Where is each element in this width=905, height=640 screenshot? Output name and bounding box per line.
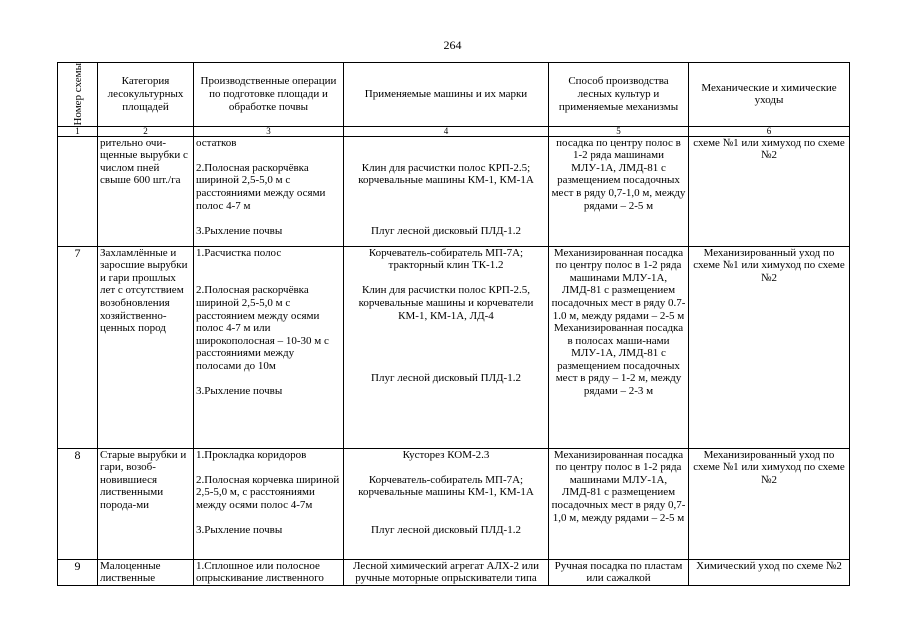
- machine-item: Корчеватель-собиратель МП-7А; тракторный клин ТК-1.2: [368, 246, 524, 272]
- operations-cell: [194, 559, 344, 585]
- machine-item: Корчеватель-собиратель МП-7А; корчевальные машины КМ-1, КМ-1А: [358, 473, 534, 499]
- table-row: [58, 559, 850, 585]
- machines-cell: [344, 246, 549, 448]
- header-care: Механические и химические уходы: [689, 63, 850, 127]
- area-category: Захламлённые и заросшие вырубки и гари прошлых лет с отсутствием возобновления хозяйственно-ценных пород: [98, 246, 194, 448]
- header-operations: Производственные операции по подготовке площади и обработке почвы: [194, 63, 344, 127]
- operation-item: 2.Полосная корчевка шириной 2,5-5,0 м, с расстояниями между осями полос 4-7м: [196, 473, 340, 511]
- operation-item: 1.Расчистка полос: [196, 246, 282, 259]
- area-category: Старые вырубки и гари, возоб-новившиеся лиственными порода-ми: [98, 448, 194, 559]
- header-scheme-number: [58, 63, 98, 127]
- header-category: Категория лесокультурных площадей: [98, 63, 194, 127]
- machine-item: Клин для расчистки полос КРП-2.5; корчевальные машины КМ-1, КМ-1А: [358, 161, 534, 187]
- planting-method: посадка по центру полос в 1-2 ряда машинами МЛУ-1А, ЛМД-81 с размещением посадочных мест в ряду 0,7-1,0 м, между рядами – 2-5 м: [549, 136, 689, 246]
- care-method: Механизированный уход по схеме №1 или химуход по схеме №2: [689, 246, 850, 448]
- operations-cell: [194, 246, 344, 448]
- area-category: Малоценные лиственные: [98, 559, 194, 585]
- operation-item: 2.Полосная раскорчёвка шириной 2,5-5,0 м с расстояниями между осями полос 4-7 м: [196, 161, 326, 212]
- forest-culture-table: [57, 62, 850, 586]
- planting-method-cell: [549, 246, 689, 448]
- machine-item: Плуг лесной дисковый ПЛД-1.2: [371, 372, 521, 385]
- planting-method: Механизированная посадка по центру полос в 1-2 ряда машинами МЛУ-1А, ЛМД-81 с размещением посадочных мест в ряду 0,7-1,0 м, между рядами – 2-5 м: [549, 448, 689, 559]
- area-category: рительно очи-щенные вырубки с числом пней свыше 600 шт./га: [98, 136, 194, 246]
- column-number: 2: [98, 126, 194, 136]
- scheme-number: 9: [58, 559, 98, 585]
- machine-item: Плуг лесной дисковый ПЛД-1.2: [371, 224, 521, 237]
- table-row: [58, 246, 850, 448]
- machine-item: Кусторез КОМ-2.3: [402, 448, 490, 461]
- operations-cell: [194, 448, 344, 559]
- header-row: [58, 63, 850, 127]
- operations-cell: [194, 136, 344, 246]
- machines-cell: [344, 559, 549, 585]
- care-method: Механизированный уход по схеме №1 или химуход по схеме №2: [689, 448, 850, 559]
- page-number: 264: [443, 38, 462, 52]
- operation-item: 3.Рыхление почвы: [196, 224, 283, 237]
- column-number-row: [58, 126, 850, 136]
- planting-method: Механизированная посадка в полосах маши-нами МЛУ-1А, ЛМД-81 с размещением посадочных мест в ряду – 1-2 м, между рядами – 2-3 м: [553, 322, 684, 398]
- machine-item: Лесной химический агрегат АЛХ-2 или ручные моторные опрыскиватели типа: [352, 559, 540, 585]
- care-method: Химический уход по схеме №2: [689, 559, 850, 585]
- column-number: 4: [344, 126, 549, 136]
- scheme-number: [58, 136, 98, 246]
- operation-item: 3.Рыхление почвы: [196, 524, 283, 537]
- operation-item: 3.Рыхление почвы: [196, 385, 283, 398]
- header-scheme-number-text: Номер схемы: [71, 63, 84, 126]
- table-row: [58, 448, 850, 559]
- table-row: [58, 136, 850, 246]
- operation-item: остатков: [196, 136, 237, 149]
- column-number: 1: [58, 126, 98, 136]
- machine-item: Плуг лесной дисковый ПЛД-1.2: [371, 524, 521, 537]
- machine-item: Клин для расчистки полос КРП-2.5, корчевальные машины и корчеватели КМ-1, КМ-1А, ЛД-4: [358, 284, 534, 322]
- column-number: 3: [194, 126, 344, 136]
- machines-cell: [344, 136, 549, 246]
- header-machines: Применяемые машины и их марки: [344, 63, 549, 127]
- planting-method: Механизированная посадка по центру полос в 1-2 ряда машинами МЛУ-1А, ЛМД-81 с размещением посадочных мест в ряду 0.7-1.0 м, между рядами – 2-5 м: [551, 246, 686, 322]
- scheme-number: 7: [58, 246, 98, 448]
- operation-item: 2.Полосная раскорчёвка шириной 2,5-5,0 м с расстоянием между осями полос 4-7 м или широкополосная – 10-30 м с расстояниями между полосами до 10м: [196, 284, 329, 372]
- care-method: схеме №1 или химуход по схеме №2: [689, 136, 850, 246]
- scheme-number: 8: [58, 448, 98, 559]
- header-method: Способ производства лесных культур и применяемые механизмы: [549, 63, 689, 127]
- operation-item: 1.Прокладка коридоров: [196, 448, 307, 461]
- column-number: 6: [689, 126, 850, 136]
- column-number: 5: [549, 126, 689, 136]
- operation-item: 1.Сплошное или полосное опрыскивание лиственного: [196, 559, 324, 585]
- planting-method: Ручная посадка по пластам или сажалкой: [549, 559, 689, 585]
- machines-cell: [344, 448, 549, 559]
